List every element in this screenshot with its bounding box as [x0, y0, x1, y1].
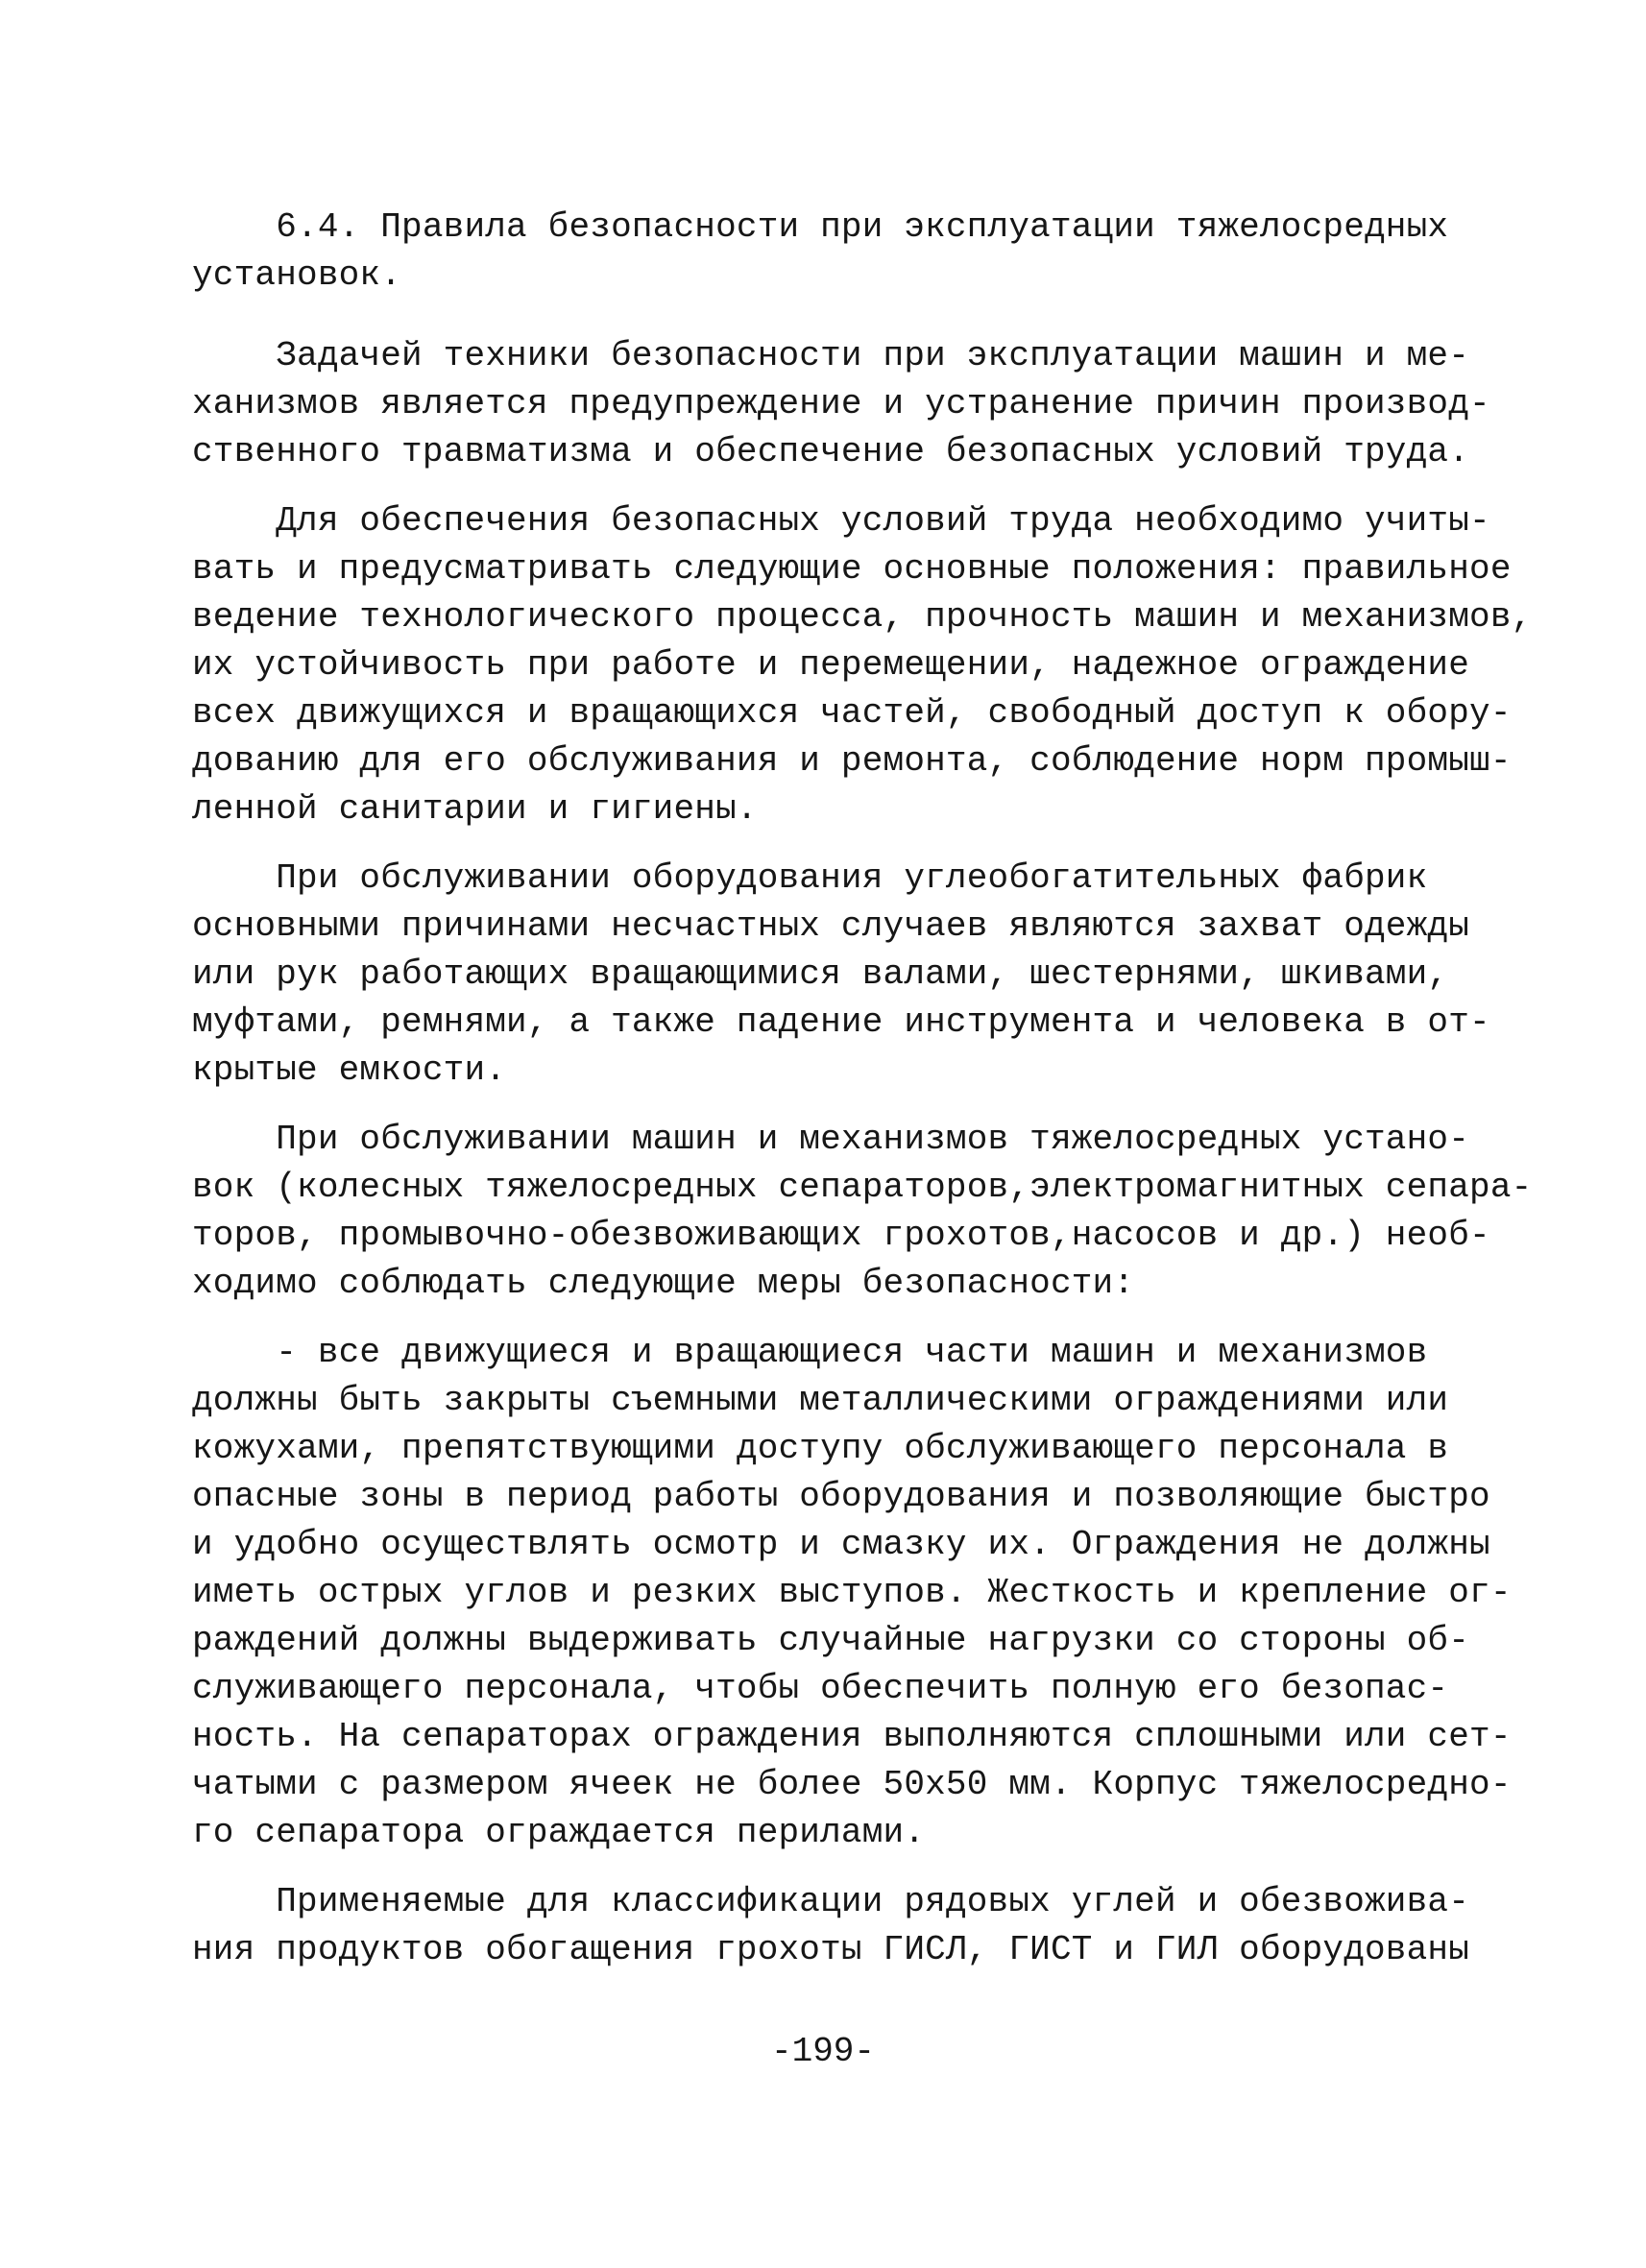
text-line: вать и предусматривать следующие основные положения: правильное — [192, 549, 1512, 589]
text-line: При обслуживании оборудования углеобогатительных фабрик — [192, 858, 1428, 898]
text-line: Применяемые для классификации рядовых углей и обезвожива- — [192, 1882, 1470, 1921]
text-line: го сепаратора ограждается перилами. — [192, 1813, 926, 1852]
text-line: Для обеспечения безопасных условий труда необходимо учиты- — [192, 501, 1490, 541]
text-line: чатыми с размером ячеек не более 50х50 мм. Корпус тяжелосредно- — [192, 1765, 1512, 1804]
text-line: кожухами, препятствующими доступу обслуживающего персонала в — [192, 1429, 1449, 1468]
text-line: крытые емкости. — [192, 1050, 507, 1090]
text-line: иметь острых углов и резких выступов. Жесткость и крепление ог- — [192, 1573, 1512, 1612]
text-line: Задачей техники безопасности при эксплуатации машин и ме- — [192, 336, 1470, 375]
text-line: ния продуктов обогащения грохоты ГИСЛ, ГИСТ и ГИЛ оборудованы — [192, 1930, 1470, 1969]
text-line: и удобно осуществлять осмотр и смазку их. Ограждения не должны — [192, 1525, 1490, 1564]
page-number: -199- — [770, 2032, 876, 2071]
text-line: - все движущиеся и вращающиеся части машин и механизмов — [192, 1333, 1428, 1372]
text-line: вок (колесных тяжелосредных сепараторов,электромагнитных сепара- — [192, 1168, 1533, 1207]
text-line: ность. На сепараторах ограждения выполняются сплошными или сет- — [192, 1717, 1512, 1756]
text-line: должны быть закрыты съемными металлическими ограждениями или — [192, 1381, 1449, 1420]
text-line: основными причинами несчастных случаев являются захват одежды — [192, 906, 1470, 946]
section-heading-line-1: 6.4. Правила безопасности при эксплуатации тяжелосредных — [192, 207, 1449, 247]
text-line: всех движущихся и вращающихся частей, свободный доступ к обору- — [192, 693, 1512, 733]
text-line: их устойчивость при работе и перемещении, надежное ограждение — [192, 645, 1470, 685]
text-line: ведение технологического процесса, прочность машин и механизмов, — [192, 597, 1533, 637]
text-line: служивающего персонала, чтобы обеспечить полную его безопас- — [192, 1669, 1449, 1708]
text-line: ственного травматизма и обеспечение безопасных условий труда. — [192, 432, 1470, 471]
section-heading-line-2: установок. — [192, 255, 402, 295]
text-line: или рук работающих вращающимися валами, шестернями, шкивами, — [192, 954, 1449, 994]
text-line: опасные зоны в период работы оборудования и позволяющие быстро — [192, 1477, 1490, 1516]
text-line: раждений должны выдерживать случайные нагрузки со стороны об- — [192, 1621, 1470, 1660]
text-line: торов, промывочно-обезвоживающих грохотов,насосов и др.) необ- — [192, 1216, 1490, 1255]
text-line: дованию для его обслуживания и ремонта, соблюдение норм промыш- — [192, 741, 1512, 781]
text-line: ханизмов является предупреждение и устранение причин производ- — [192, 384, 1490, 423]
text-line: ходимо соблюдать следующие меры безопасности: — [192, 1264, 1135, 1303]
text-line: При обслуживании машин и механизмов тяжелосредных устано- — [192, 1120, 1470, 1159]
text-line: ленной санитарии и гигиены. — [192, 789, 758, 829]
text-line: муфтами, ремнями, а также падение инструмента и человека в от- — [192, 1002, 1490, 1042]
